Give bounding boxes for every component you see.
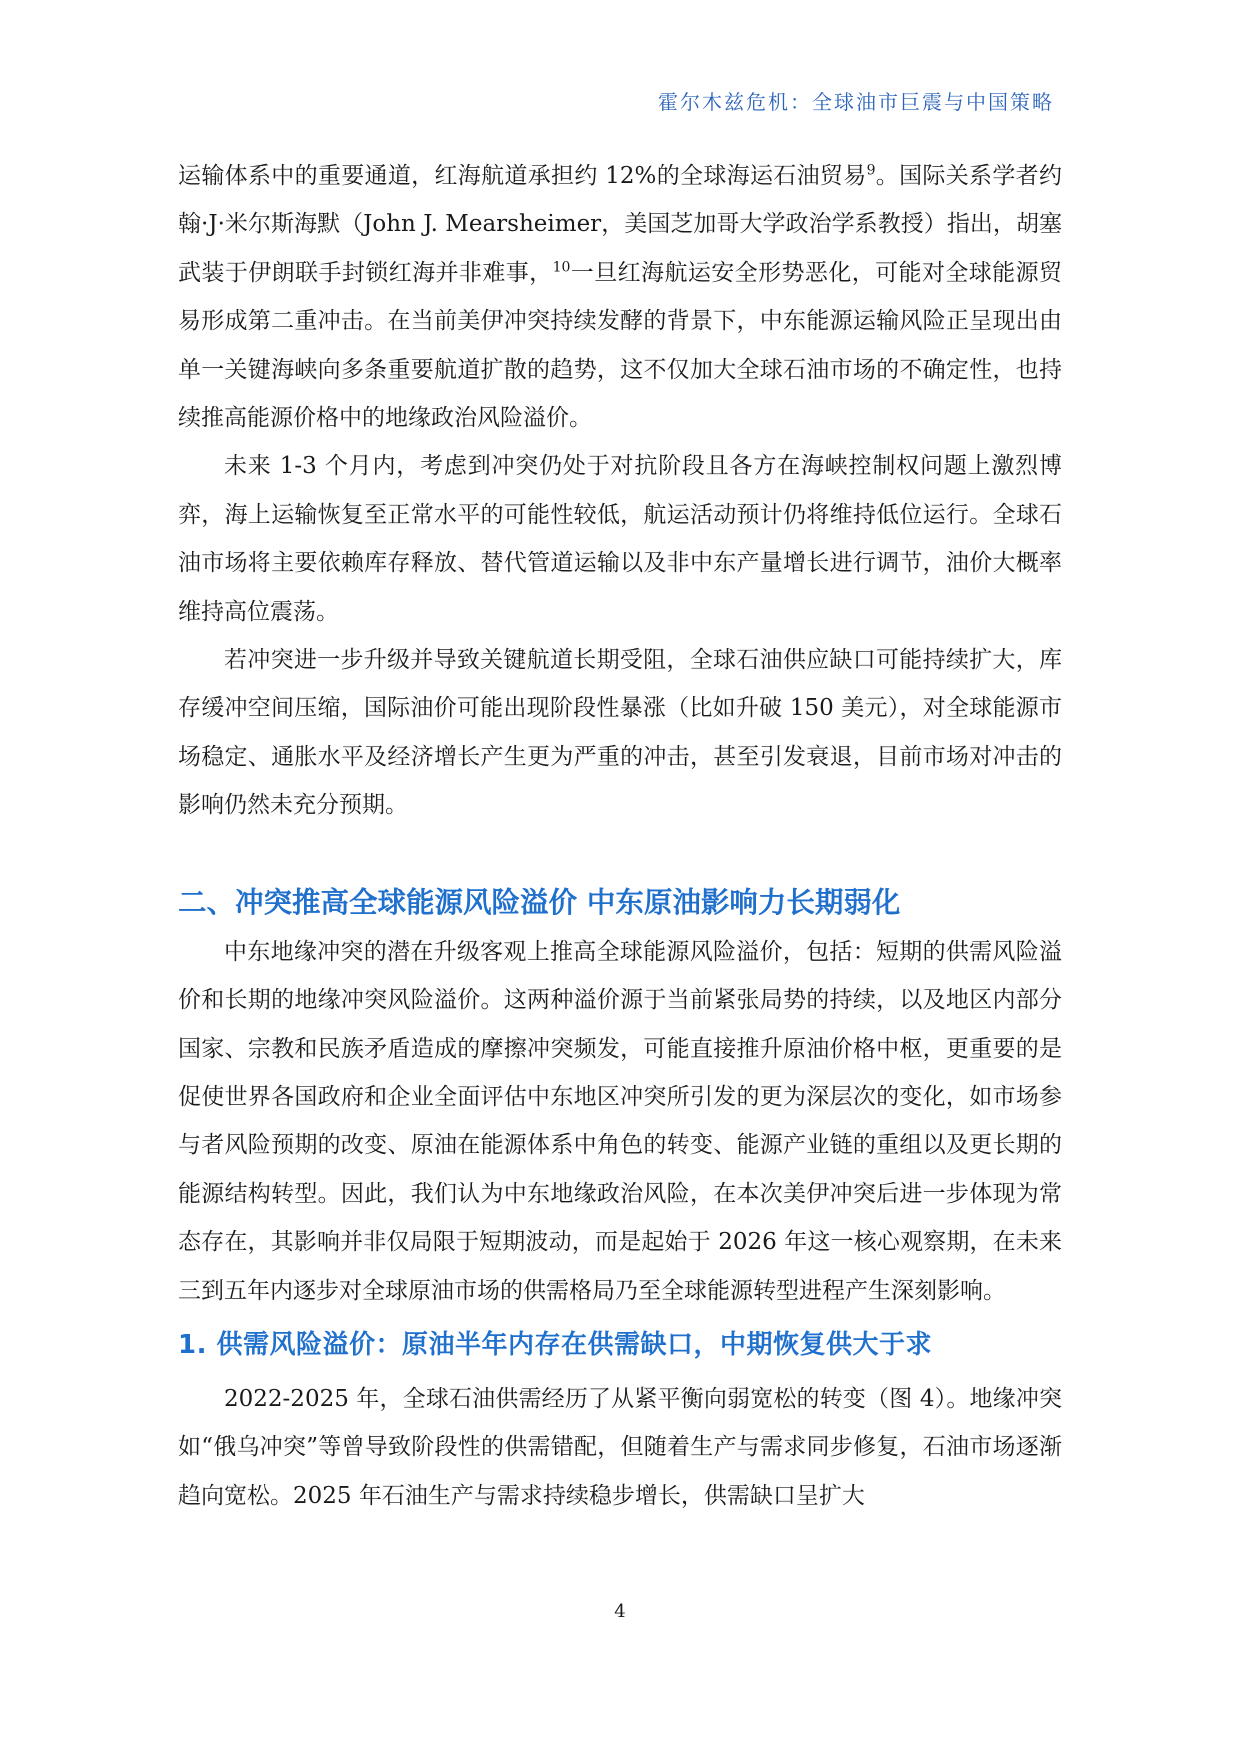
paragraph-text: 运输体系中的重要通道，红海航道承担约 12%的全球海运石油贸易 xyxy=(178,163,867,189)
footnote-ref-10[interactable]: 10 xyxy=(552,259,571,276)
sub-heading: 1. 供需风险溢价：原油半年内存在供需缺口，中期恢复供大于求 xyxy=(178,1329,933,1360)
paragraph-escalation-scenario: 若冲突进一步升级并导致关键航道长期受阻，全球石油供应缺口可能持续扩大，库存缓冲空间压缩，国际油价可能出现阶段性暴涨（比如升破 150 美元），对全球能源市场稳定、通胀水平及经济增长产生更为严重的冲击，甚至引发衰退，目前市场对冲击的影响仍然未充分预期。 xyxy=(178,647,1062,819)
running-header: 霍尔木兹危机：全球油市巨震与中国策略 xyxy=(658,90,1054,114)
page-body xyxy=(178,152,1062,1520)
paragraph-risk-premium: 中东地缘冲突的潜在升级客观上推高全球能源风险溢价，包括：短期的供需风险溢价和长期的地缘冲突风险溢价。这两种溢价源于当前紧张局势的持续，以及地区内部分国家、宗教和民族矛盾造成的摩擦冲突频发，可能直接推升原油价格中枢，更重要的是促使世界各国政府和企业全面评估中东地区冲突所引发的更为深层次的变化，如市场参与者风险预期的改变、原油在能源体系中角色的转变、能源产业链的重组以及更长期的能源结构转型。因此，我们认为中东地缘政治风险，在本次美伊冲突后进一步体现为常态存在，其影响并非仅局限于短期波动，而是起始于 2026 年这一核心观察期，在未来三到五年内逐步对全球原油市场的供需格局乃至全球能源转型进程产生深刻影响。 xyxy=(178,938,1062,1304)
page-number: 4 xyxy=(614,1601,626,1622)
paragraph-supply-demand: 2022-2025 年，全球石油供需经历了从紧平衡向弱宽松的转变（图 4）。地缘冲突如“俄乌冲突”等曾导致阶段性的供需错配，但随着生产与需求同步修复，石油市场逐渐趋向宽松。2025 年石油生产与需求持续稳步增长，供需缺口呈扩大 xyxy=(178,1385,1062,1509)
paragraph-short-term-outlook: 未来 1-3 个月内，考虑到冲突仍处于对抗阶段且各方在海峡控制权问题上激烈博弈，海上运输恢复至正常水平的可能性较低，航运活动预计仍将维持低位运行。全球石油市场将主要依赖库存释放、替代管道运输以及非中东产量增长进行调节，油价大概率维持高位震荡。 xyxy=(178,453,1062,625)
section-heading: 二、冲突推高全球能源风险溢价 中东原油影响力长期弱化 xyxy=(178,885,901,919)
paragraph-text: 。国际关系学者约翰·J·米尔斯海默（John J. Mearsheimer，美国芝加哥大学政治学系教授）指出，胡塞武装于伊朗联手封锁红海并非难事， xyxy=(178,163,1063,286)
footnote-ref-9[interactable]: 9 xyxy=(866,162,876,179)
paragraph-red-sea-shipping xyxy=(178,152,1062,442)
paragraph-text: 一旦红海航运安全形势恶化，可能对全球能源贸易形成第二重冲击。在当前美伊冲突持续发酵的背景下，中东能源运输风险正呈现出由单一关键海峡向多条重要航道扩散的趋势，这不仅加大全球石油市场的不确定性，也持续推高能源价格中的地缘政治风险溢价。 xyxy=(178,259,1063,432)
